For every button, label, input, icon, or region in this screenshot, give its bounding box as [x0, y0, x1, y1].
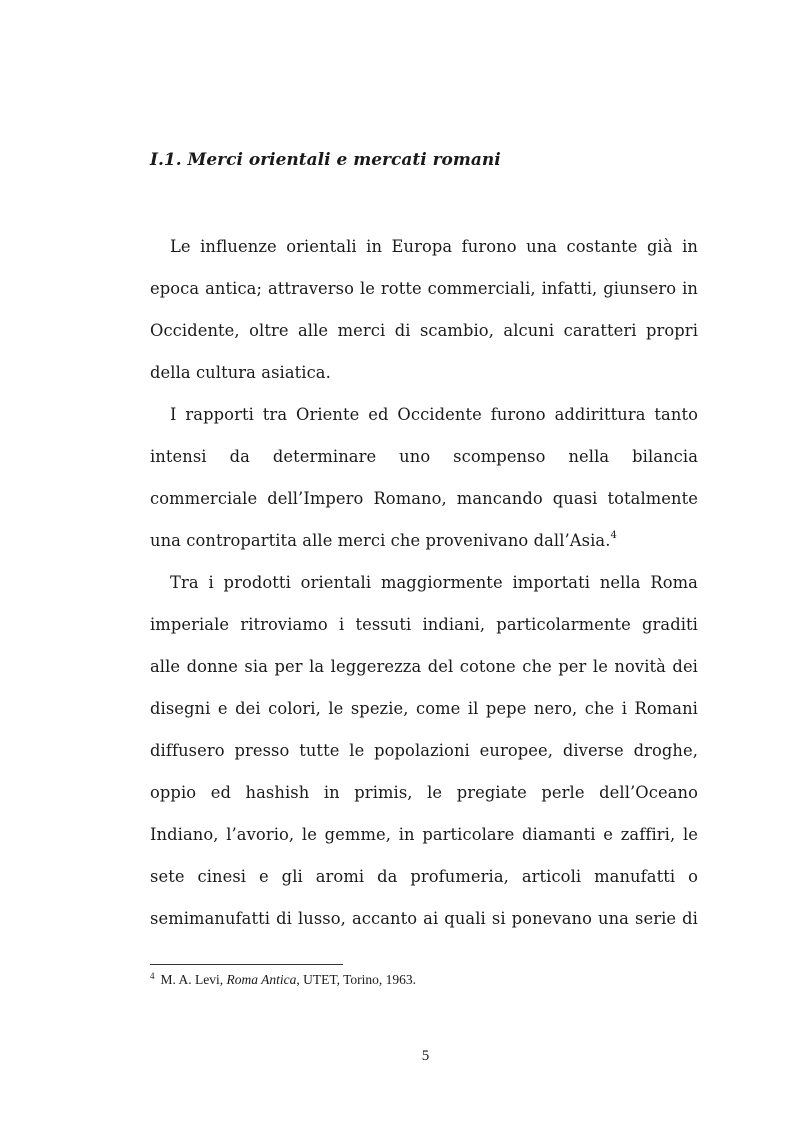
footnote-number: 4: [150, 970, 155, 981]
paragraph-3-line-2: imperiale ritroviamo i tessuti indiani, particolarmente graditi: [150, 615, 698, 634]
paragraph-3-line-5: diffusero presso tutte le popolazioni europee, diverse droghe,: [150, 741, 698, 760]
paragraph-1-line-1: Le influenze orientali in Europa furono una costante già in: [170, 237, 698, 256]
footnote-author: M. A. Levi,: [160, 972, 224, 987]
paragraph-2-line-2: intensi da determinare uno scompenso nella bilancia: [150, 447, 698, 466]
paragraph-2-line-1: I rapporti tra Oriente ed Occidente furono addirittura tanto: [170, 405, 698, 424]
footnote-publication: , UTET, Torino, 1963.: [296, 972, 417, 987]
paragraph-3-line-4: disegni e dei colori, le spezie, come il pepe nero, che i Romani: [150, 699, 698, 718]
footnote-divider: [150, 964, 343, 965]
section-title: I.1. Merci orientali e mercati romani: [150, 150, 501, 170]
paragraph-2-line-4-text: una contropartita alle merci che provenivano dall’Asia.: [150, 531, 611, 550]
paragraph-3-line-3: alle donne sia per la leggerezza del cotone che per le novità dei: [150, 657, 698, 676]
paragraph-3-line-8: sete cinesi e gli aromi da profumeria, articoli manufatti o: [150, 867, 698, 886]
footnote-title: Roma Antica: [226, 972, 297, 987]
paragraph-3-line-7: Indiano, l’avorio, le gemme, in particolare diamanti e zaffiri, le: [150, 825, 698, 844]
paragraph-1-line-3: Occidente, oltre alle merci di scambio, alcuni caratteri propri: [150, 321, 698, 340]
footnote-reference: 4: [610, 529, 617, 541]
paragraph-1-line-4: della cultura asiatica.: [150, 363, 331, 382]
paragraph-2-line-3: commerciale dell’Impero Romano, mancando quasi totalmente: [150, 489, 698, 508]
paragraph-3-line-6: oppio ed hashish in primis, le pregiate perle dell’Oceano: [150, 783, 698, 802]
footnote: [150, 972, 416, 988]
page-number: 5: [421, 1048, 430, 1064]
paragraph-3-line-1: Tra i prodotti orientali maggiormente importati nella Roma: [170, 573, 698, 592]
paragraph-3-line-9: semimanufatti di lusso, accanto ai quali si ponevano una serie di: [150, 909, 698, 928]
paragraph-2-line-4: [150, 528, 698, 554]
paragraph-1-line-2: epoca antica; attraverso le rotte commerciali, infatti, giunsero in: [150, 279, 698, 298]
